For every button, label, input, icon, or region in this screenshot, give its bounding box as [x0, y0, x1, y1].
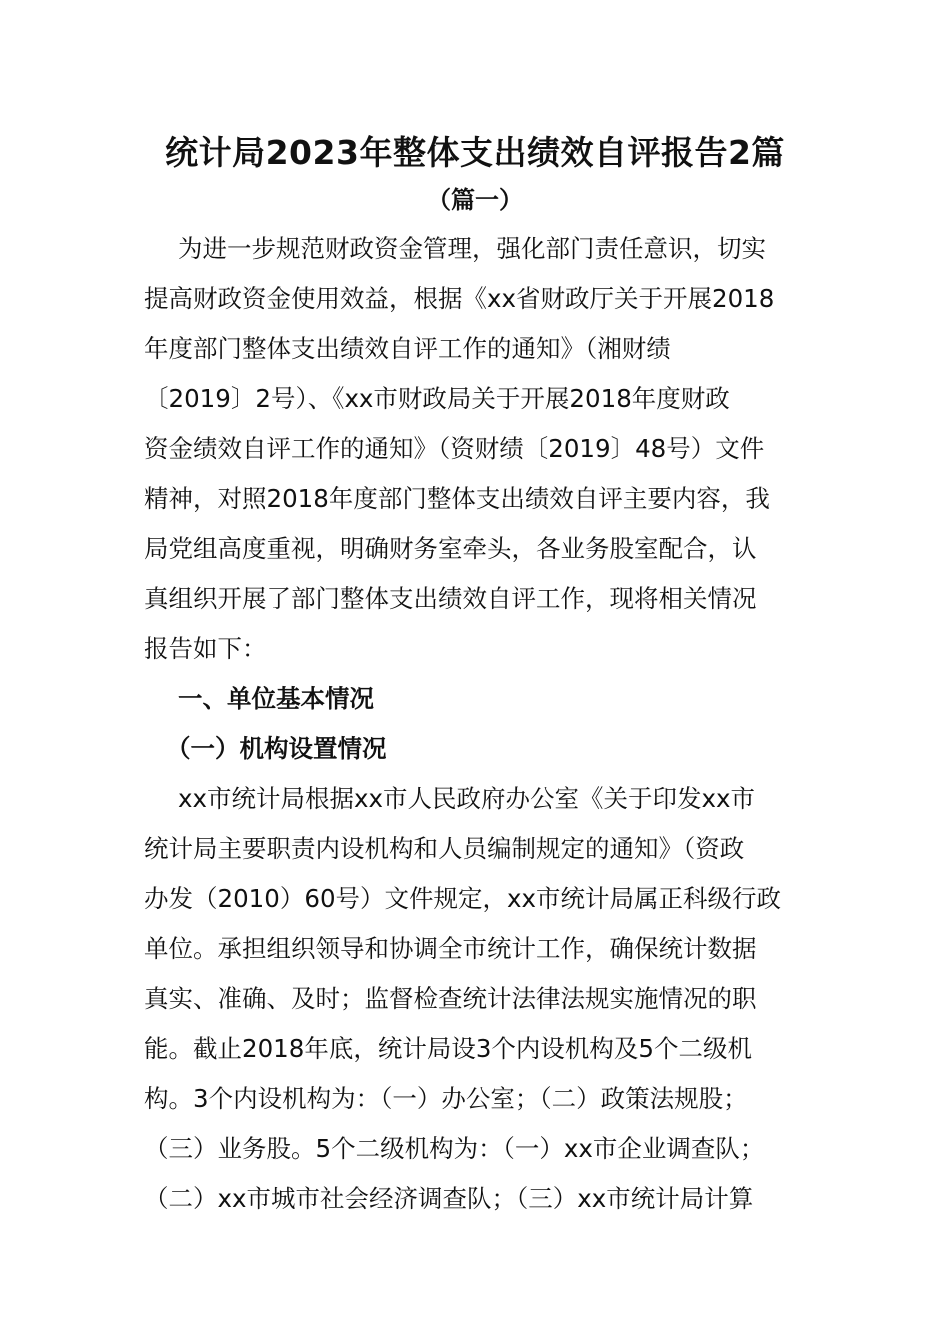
intro-line: 〔2019〕2号）、《xx市财政局关于开展2018年度财政 — [144, 384, 730, 413]
section-line: 构。3个内设机构为：（一）办公室；（二）政策法规股； — [144, 1084, 748, 1113]
intro-line: 报告如下： — [144, 634, 267, 663]
intro-line: 精神，对照2018年度部门整体支出绩效自评主要内容，我 — [144, 484, 770, 513]
intro-line: 提高财政资金使用效益，根据《xx省财政厅关于开展2018 — [144, 284, 775, 313]
section-line: xx市统计局根据xx市人民政府办公室《关于印发xx市 — [178, 784, 755, 813]
section-heading-2: （一）机构设置情况 — [166, 734, 387, 763]
intro-line: 年度部门整体支出绩效自评工作的通知》（湘财绩 — [144, 334, 671, 363]
intro-line: 局党组高度重视，明确财务室牵头，各业务股室配合，认 — [144, 534, 757, 563]
section-line: 统计局主要职责内设机构和人员编制规定的通知》（资政 — [144, 834, 745, 863]
section-line: 真实、准确、及时；监督检查统计法律法规实施情况的职 — [144, 984, 757, 1013]
section-line: （二）xx市城市社会经济调查队；（三）xx市统计局计算 — [144, 1184, 754, 1213]
document-subtitle: （篇一） — [427, 186, 523, 214]
section-line: 办发（2010）60号）文件规定，xx市统计局属正科级行政 — [144, 884, 782, 913]
section-line: 能。截止2018年底，统计局设3个内设机构及5个二级机 — [144, 1034, 753, 1063]
section-line: 单位。承担组织领导和协调全市统计工作，确保统计数据 — [144, 934, 757, 963]
intro-line: 为进一步规范财政资金管理，强化部门责任意识，切实 — [178, 234, 766, 263]
section-heading-1: 一、单位基本情况 — [178, 684, 374, 713]
document-title: 统计局2023年整体支出绩效自评报告2篇 — [165, 133, 785, 172]
intro-line: 真组织开展了部门整体支出绩效自评工作，现将相关情况 — [144, 584, 757, 613]
section-line: （三）业务股。5个二级机构为：（一）xx市企业调查队； — [144, 1134, 765, 1163]
intro-line: 资金绩效自评工作的通知》（资财绩〔2019〕48号）文件 — [144, 434, 765, 463]
